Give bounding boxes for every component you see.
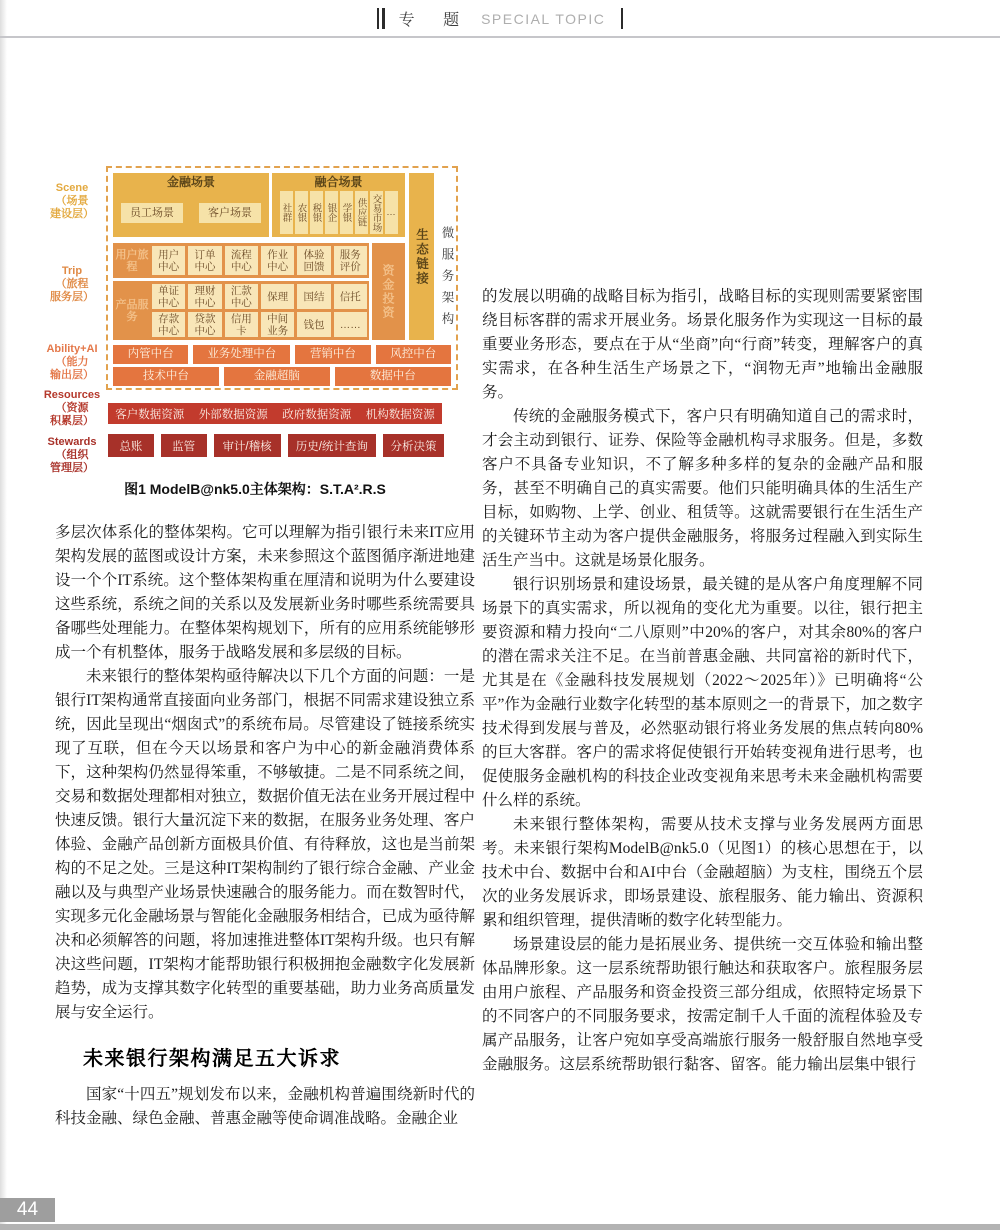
product-item: 信托 (334, 284, 367, 309)
page-bottom-bar (0, 1224, 1000, 1230)
fusion-item: 农银 (295, 191, 308, 234)
journey-item: 用户中心 (152, 246, 185, 275)
resource-item: 机构数据资源 (365, 408, 435, 421)
right-text-column (482, 285, 923, 1165)
layer-label-resources: Resources （资源 积累层） (43, 389, 101, 427)
architecture-dashed-frame (106, 166, 458, 390)
ability-row-1 (113, 345, 451, 364)
ability-item: 营销中台 (295, 345, 370, 364)
fusion-scene-title: 融合场景 (314, 175, 363, 189)
scene-item: 员工场景 (121, 203, 183, 223)
product-item: 中间业务 (261, 312, 294, 337)
layer-label-stewards: Stewards （组织 管理层） (47, 436, 97, 474)
journey-item: 服务评价 (334, 246, 367, 275)
journey-item: 作业中心 (261, 246, 294, 275)
journey-item: 体验回馈 (297, 246, 330, 275)
resource-item: 政府数据资源 (282, 408, 352, 421)
steward-item: 总账 (108, 434, 154, 457)
fusion-item: 交易市场 (370, 191, 383, 234)
ability-item: 风控中台 (376, 345, 451, 364)
trip-product-row (113, 281, 369, 340)
left-text-column (55, 521, 475, 1166)
header-title-en: SPECIAL TOPIC (481, 10, 606, 27)
steward-item: 审计/稽核 (214, 434, 281, 457)
figure-modelbank-architecture (40, 160, 470, 510)
journey-item: 订单中心 (188, 246, 221, 275)
fusion-item: 供应链 (355, 191, 368, 234)
fusion-item: 税银 (310, 191, 323, 234)
product-label: 产品服务 (115, 298, 149, 323)
journey-item: 流程中心 (225, 246, 258, 275)
product-item: 保理 (261, 284, 294, 309)
layer-label-scene: Scene （场景 建设层） (50, 182, 94, 220)
ability-row-2 (113, 367, 451, 386)
fusion-item: 银企 (325, 191, 338, 234)
product-item: 国结 (297, 284, 330, 309)
paragraph: 场景建设层的能力是拓展业务、提供统一交互体验和输出整体品牌形象。这一层系统帮助银行触达和获取客户。旅程服务层由用户旅程、产品服务和资金投资三部分组成，依照特定场景下的不同客户的不同服务要求，按需定制千人千面的流程体验及专属产品服务，让客户宛如享受高端旅行服务一般舒服自然地享受金融服务。这层系统帮助银行黏客、留客。能力输出层集中银行 (482, 936, 923, 1073)
figure-caption: 图1 ModelB@nk5.0主体架构：S.T.A².R.S (124, 481, 386, 497)
finance-scene-title: 金融场景 (167, 175, 216, 189)
fusion-scene-panel (272, 173, 405, 237)
ability-item: 技术中台 (113, 367, 219, 386)
page-edge-shading (0, 0, 7, 1230)
paragraph: 的发展以明确的战略目标为指引，战略目标的实现则需要紧密围绕目标客群的需求开展业务。场景化服务作为实现这一目标的最重要业务形态，要点在于从“坐商”向“行商”转变，理解客户的真实需求，在各种生活生产场景之下，“润物无声”地输出金融服务。 (482, 288, 923, 401)
finance-scene-panel (113, 173, 269, 237)
eco-link-column: 生态链接 (409, 173, 434, 340)
paragraph: 未来银行的整体架构亟待解决以下几个方面的问题：一是银行IT架构通常直接面向业务部门，根据不同需求建设独立系统，因此呈现出“烟囱式”的系统布局。尽管建设了链接系统实现了互联，但在今天以场景和客户为中心的新金融消费体系下，这种架构仍然显得笨重，不够敏捷。二是不同系统之间，交易和数据处理都相对独立，数据价值无法在业务开展过程中快速反馈。银行大量沉淀下来的数据，在服务业务处理、客户体验、金融产品创新方面极具价值、有待释放，这也是当前架构的不足之处。三是这种IT架构制约了银行综合金融、产业金融以及与典型产业场景快速融合的服务能力。而在数智时代，实现多元化金融场景与智能化金融服务相结合，已成为亟待解决和必须解答的问题，将加速推进整体IT架构升级。也只有解决这些问题，IT架构才能帮助银行积极拥抱金融数字化发展新趋势，成为支撑其数字化转型的重要基础，助力业务高质量发展与安全运行。 (55, 668, 475, 1021)
ability-item: 内管中台 (113, 345, 188, 364)
resource-item: 外部数据资源 (198, 408, 268, 421)
fusion-item: 社群 (280, 191, 293, 234)
paragraph: 传统的金融服务模式下，客户只有明确知道自己的需求时，才会主动到银行、证券、保险等金融机构寻求服务。但是，多数客户不具备专业知识，不了解多种多样的复杂的金融产品和服务，甚至不明确自己的真实需要。他们只能明确具体的生活生产目标，如购物、上学、创业、租赁等。这就需要银行在生活生产的关键环节主动为客户提供金融服务，将服务过程融入到实际生活生产当中。这就是场景化服务。 (482, 408, 923, 569)
page-number: 44 (0, 1198, 55, 1222)
product-item: 汇款中心 (225, 284, 258, 309)
resources-layer (108, 403, 442, 424)
ability-item: 业务处理中台 (193, 345, 290, 364)
layer-label-ability: Ability+AI （能力 输出层） (46, 343, 98, 381)
product-item: 钱包 (297, 312, 330, 337)
resource-item: 客户数据资源 (115, 408, 185, 421)
product-item: 单证中心 (152, 284, 185, 309)
paragraph: 多层次体系化的整体架构。它可以理解为指引银行未来IT应用架构发展的蓝图或设计方案，未来参照这个蓝图循序渐进地建设一个个IT系统。这个整体架构重在厘清和说明为什么要建设这些系统，系统之间的关系以及发展新业务时哪些系统需要具备哪些处理能力。在整体架构规划下，所有的应用系统能够形成一个有机整体，服务于战略发展和多层级的目标。 (55, 524, 475, 661)
product-item: 存款中心 (152, 312, 185, 337)
steward-item: 监管 (161, 434, 207, 457)
layer-label-trip: Trip （旅程 服务层） (50, 265, 94, 303)
paragraph: 国家“十四五”规划发布以来，金融机构普遍围绕新时代的科技金融、绿色金融、普惠金融等使命调准战略。金融企业 (55, 1086, 475, 1127)
scene-item: 客户场景 (199, 203, 261, 223)
product-item: 理财中心 (188, 284, 221, 309)
steward-item: 分析决策 (383, 434, 444, 457)
product-item: 贷款中心 (188, 312, 221, 337)
paragraph: 银行识别场景和建设场景，最关键的是从客户角度理解不同场景下的真实需求，所以视角的变化尤为重要。以往，银行把主要资源和精力投向“二八原则”中20%的客户，对其余80%的客户的潜在需求关注不足。在当前普惠金融、共同富裕的新时代下，尤其是在《金融科技发展规划（2022～2025年）》已明确将“公平”作为金融行业数字化转型的基本原则之一的背景下，加之数字技术得到发展与普及，必然驱动银行将业务发展的焦点转向80%的巨大客群。客户的需求将促使银行开始转变视角进行思考，也促使服务金融机构的科技企业改变视角来思考未来金融机构需要什么样的系统。 (482, 576, 923, 809)
header-divider (0, 36, 1000, 38)
ability-item: 数据中台 (335, 367, 451, 386)
steward-item: 历史/统计查询 (288, 434, 376, 457)
ability-item: 金融超脑 (224, 367, 330, 386)
stewards-layer (108, 434, 444, 457)
double-bar-icon (377, 8, 385, 29)
fusion-item-ellipsis: … (385, 191, 398, 234)
paragraph: 未来银行整体架构，需要从技术支撑与业务发展两方面思考。未来银行架构ModelB@nk5.0（见图1）的核心思想在于，以技术中台、数据中台和AI中台（金融超脑）为支柱，围绕五个层次的业务发展诉求，即场景建设、旅程服务、能力输出、资源积累和组织管理，提供清晰的数字化转型能力。 (482, 816, 923, 929)
section-heading: 未来银行架构满足五大诉求 (83, 1048, 341, 1070)
product-item-ellipsis: …… (334, 312, 367, 337)
journey-label: 用户旅程 (115, 248, 149, 273)
product-item: 信用卡 (225, 312, 258, 337)
microservice-architecture-label: 微服务架构 (440, 226, 454, 334)
scene-layer (113, 173, 405, 237)
capital-investment-column: 资金投资 (372, 243, 405, 340)
page-header (0, 7, 1000, 30)
header-title-cn: 专 题 (398, 12, 472, 29)
single-bar-icon (621, 8, 623, 29)
trip-journey-row (113, 243, 369, 278)
fusion-item: 学银 (340, 191, 353, 234)
